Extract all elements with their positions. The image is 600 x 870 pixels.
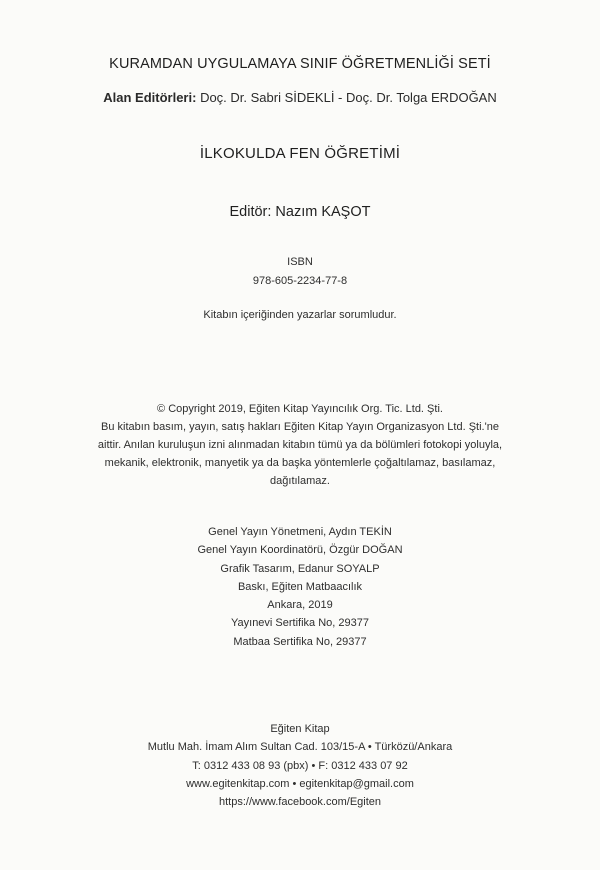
credits-block xyxy=(0,523,600,651)
credit-line: Yayınevi Sertifika No, 29377 xyxy=(231,617,369,630)
copyright-line: aittir. Anılan kuruluşun izni alınmadan kitabın tümü ya da bölümleri fotokopi yoluyla, xyxy=(97,439,503,451)
book-title: İLKOKULDA FEN ÖĞRETİMİ xyxy=(199,145,401,162)
credit-line: Ankara, 2019 xyxy=(267,599,333,612)
publisher-web-email: www.egitenkitap.com • egitenkitap@gmail.com xyxy=(186,777,414,790)
book-editor: Editör: Nazım KAŞOT xyxy=(229,204,371,220)
publisher-address: Mutlu Mah. İmam Alım Sultan Cad. 103/15-A • Türközü/Ankara xyxy=(147,741,453,754)
credit-line: Matbaa Sertifika No, 29377 xyxy=(233,635,367,648)
series-title: KURAMDAN UYGULAMAYA SINIF ÖĞRETMENLİĞİ SETİ xyxy=(109,56,491,72)
copyright-line: mekanik, elektronik, manyetik ya da başka yöntemlerle çoğaltılamaz, basılamaz, xyxy=(104,457,496,469)
copyright-line: dağıtılamaz. xyxy=(270,475,330,487)
credit-line: Genel Yayın Koordinatörü, Özgür DOĞAN xyxy=(197,544,403,557)
credit-line: Grafik Tasarım, Edanur SOYALP xyxy=(220,562,380,575)
series-editors-names: Doç. Dr. Sabri SİDEKLİ - Doç. Dr. Tolga ERDOĞAN xyxy=(200,90,497,105)
isbn-label: ISBN xyxy=(287,256,313,268)
publisher-phone: T: 0312 433 08 93 (pbx) • F: 0312 433 07 92 xyxy=(192,759,408,772)
copyright-line: © Copyright 2019, Eğiten Kitap Yayıncılık Org. Tic. Ltd. Şti. xyxy=(157,403,443,415)
copyright-notice xyxy=(80,400,520,490)
copyright-line: Bu kitabın basım, yayın, satış hakları Eğiten Kitap Yayın Organizasyon Ltd. Şti.'ne xyxy=(101,421,499,433)
isbn-value: 978-605-2234-77-8 xyxy=(252,275,348,287)
credit-line: Baskı, Eğiten Matbaacılık xyxy=(237,580,363,593)
publisher-facebook: https://www.facebook.com/Egiten xyxy=(218,796,382,809)
publisher-name: Eğiten Kitap xyxy=(270,723,330,735)
series-editors xyxy=(0,90,600,105)
publisher-info xyxy=(0,720,600,811)
credit-line: Genel Yayın Yönetmeni, Aydın TEKİN xyxy=(208,526,392,538)
series-editors-label: Alan Editörleri: xyxy=(103,90,197,105)
responsibility-note: Kitabın içeriğinden yazarlar sorumludur. xyxy=(203,309,397,321)
